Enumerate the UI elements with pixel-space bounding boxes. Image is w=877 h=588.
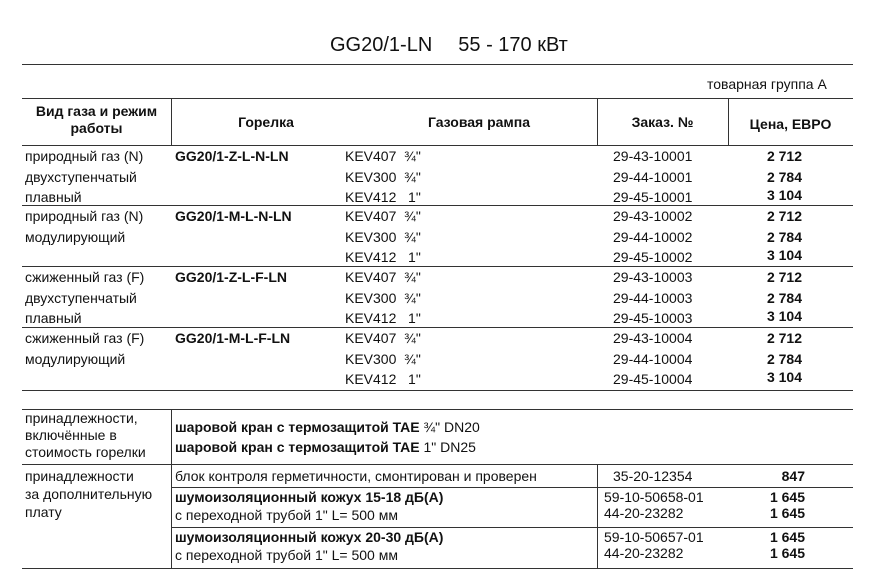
gas-ramp: KEV407 ¾": [345, 269, 421, 285]
gas-mode-line: двухступенчатый: [25, 289, 137, 306]
gas-mode-line: модулирующий: [25, 228, 126, 245]
order-number: 29-44-10001: [613, 168, 693, 185]
extra-label: [25, 467, 152, 521]
extra-rule: [171, 487, 853, 488]
jacket-order: 59-10-50658-01: [604, 489, 704, 505]
jacket-price: 1 645: [769, 489, 805, 505]
jacket-order: 44-20-23282: [604, 545, 684, 561]
included-label-line: стоимость горелки: [25, 444, 146, 460]
order-number: 29-43-10001: [613, 148, 693, 164]
gas-mode-line: сжиженный газ (F): [25, 269, 145, 285]
order-number: 29-44-10004: [613, 350, 693, 367]
jacket-price: 1 645: [769, 529, 805, 545]
extra-divider: [597, 464, 598, 568]
included-item-spec: 1" DN25: [419, 439, 476, 455]
included-bottom-rule: [22, 464, 853, 465]
burner-model: GG20/1-Z-L-F-LN: [175, 269, 287, 285]
order-number: 29-43-10002: [613, 208, 693, 224]
included-item-name: шаровой кран с термозащитой TAE: [175, 439, 420, 455]
price-value: 3 104: [766, 369, 802, 385]
included-label-line: принадлежности,: [25, 410, 138, 426]
group-rule: [22, 266, 853, 267]
header-ramp: Газовая рампа: [427, 114, 531, 130]
extra-label-line: плату: [25, 504, 62, 520]
order-number: 29-44-10003: [613, 289, 693, 306]
title-rule: [22, 64, 853, 65]
included-label-line: включённые в: [25, 427, 117, 443]
gas-ramp: KEV412 1": [345, 249, 421, 265]
page-title: [330, 34, 568, 57]
included-item-spec: ¾" DN20: [419, 419, 480, 435]
leak-test-order: 35-20-12354: [613, 468, 693, 484]
header-price: Цена, ЕВРО: [749, 116, 832, 132]
price-value: 2 712: [766, 269, 802, 285]
included-item: [175, 439, 476, 455]
price-value: 2 784: [766, 289, 802, 306]
gas-ramp: KEV412 1": [345, 310, 421, 326]
gas-mode-line: природный газ (N): [25, 148, 144, 164]
gas-ramp: KEV300 ¾": [345, 289, 421, 306]
gas-ramp: KEV300 ¾": [345, 228, 421, 245]
gas-ramp: KEV407 ¾": [345, 330, 421, 346]
extra-label-line: принадлежности: [25, 468, 134, 484]
model-name: GG20/1-LN: [330, 34, 433, 56]
extra-bottom-rule: [22, 568, 853, 569]
gas-ramp: KEV300 ¾": [345, 168, 421, 185]
price-value: 2 712: [766, 330, 802, 346]
order-number: 29-45-10004: [613, 371, 693, 387]
group-label: товарная группа A: [707, 76, 827, 92]
order-number: 29-45-10003: [613, 310, 693, 326]
included-divider: [171, 409, 172, 464]
jacket-pipe: с переходной трубой 1" L= 500 мм: [175, 547, 398, 563]
gas-ramp: KEV300 ¾": [345, 350, 421, 367]
extra-rule: [171, 527, 853, 528]
order-number: 29-45-10001: [613, 189, 693, 205]
jacket-name: шумоизоляционный кожух 15-18 дБ(A): [175, 489, 444, 505]
included-label: [25, 410, 146, 461]
header-burner: Горелка: [238, 114, 294, 130]
gas-mode-line: сжиженный газ (F): [25, 330, 145, 346]
gas-mode-line: модулирующий: [25, 350, 126, 367]
gas-mode-line: природный газ (N): [25, 208, 144, 224]
order-number: 29-45-10002: [613, 249, 693, 265]
burner-model: GG20/1-Z-L-N-LN: [175, 148, 289, 164]
price-value: 2 712: [766, 208, 802, 224]
order-number: 29-43-10004: [613, 330, 693, 346]
header-bottom-rule: [22, 145, 853, 146]
group-rule: [22, 205, 853, 206]
gas-mode-line: плавный: [25, 189, 82, 205]
price-value: 2 784: [766, 168, 802, 185]
header-order: Заказ. №: [631, 114, 694, 130]
leak-test-price: 847: [781, 468, 805, 484]
jacket-order: 59-10-50657-01: [604, 529, 704, 545]
burner-model: GG20/1-M-L-N-LN: [175, 208, 292, 224]
included-top-rule: [22, 409, 853, 410]
order-number: 29-43-10003: [613, 269, 693, 285]
jacket-order: 44-20-23282: [604, 505, 684, 521]
group-rule: [22, 327, 853, 328]
price-value: 3 104: [766, 308, 802, 324]
price-value: 2 784: [766, 228, 802, 245]
gas-ramp: KEV412 1": [345, 371, 421, 387]
price-value: 2 784: [766, 350, 802, 367]
order-number: 29-44-10002: [613, 228, 693, 245]
leak-test-text: блок контроля герметичности, смонтирован и проверен: [175, 468, 537, 484]
burner-model: GG20/1-M-L-F-LN: [175, 330, 291, 346]
jacket-pipe: с переходной трубой 1" L= 500 мм: [175, 507, 398, 523]
included-item: [175, 419, 480, 435]
gas-ramp: KEV407 ¾": [345, 208, 421, 224]
table-bottom-rule: [22, 390, 853, 391]
gas-ramp: KEV407 ¾": [345, 148, 421, 164]
included-item-name: шаровой кран с термозащитой TAE: [175, 419, 420, 435]
jacket-price: 1 645: [769, 545, 805, 561]
header-gas-mode: Вид газа и режим работы: [35, 103, 158, 136]
gas-mode-line: двухступенчатый: [25, 168, 137, 185]
extra-divider: [171, 464, 172, 568]
price-value: 3 104: [766, 187, 802, 203]
gas-mode-line: плавный: [25, 310, 82, 326]
gas-ramp: KEV412 1": [345, 189, 421, 205]
jacket-name: шумоизоляционный кожух 20-30 дБ(A): [175, 529, 444, 545]
extra-label-line: за дополнительную: [25, 486, 153, 502]
jacket-price: 1 645: [769, 505, 805, 521]
power-range: 55 - 170 кВт: [458, 34, 568, 56]
price-value: 3 104: [766, 247, 802, 263]
price-value: 2 712: [766, 148, 802, 164]
